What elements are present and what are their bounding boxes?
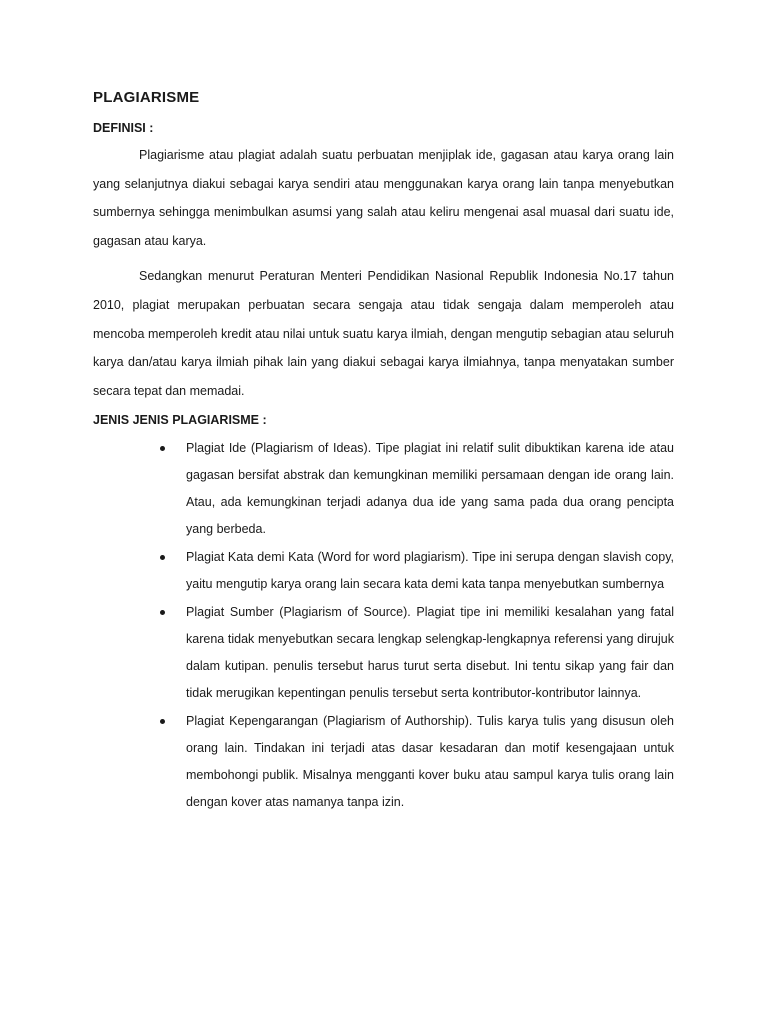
bullet-icon xyxy=(160,555,165,560)
bullet-icon xyxy=(160,610,165,615)
list-item-text: Plagiat Kepengarangan (Plagiarism of Authorship). Tulis karya tulis yang disusun oleh orang lain. Tindakan ini terjadi atas dasar kesadaran dan motif kesengajaan untuk membohongi publik. Misalnya mengganti kover buku atau sampul karya tulis orang lain dengan kover atas namanya tanpa izin. xyxy=(186,714,674,810)
document-body xyxy=(93,86,674,817)
definition-heading: DEFINISI : xyxy=(93,121,154,135)
list-item-text: Plagiat Ide (Plagiarism of Ideas). Tipe plagiat ini relatif sulit dibuktikan karena ide atau gagasan bersifat abstrak dan kemungkinan memiliki persamaan dengan ide orang lain. Atau, ada kemungkinan terjadi adanya dua ide yang sama pada dua orang pencipta yang berbeda. xyxy=(186,441,674,537)
bullet-icon xyxy=(160,446,165,451)
bullet-icon xyxy=(160,719,165,724)
page-title: PLAGIARISME xyxy=(93,89,200,106)
list-item xyxy=(186,544,674,598)
definition-paragraph: Plagiarisme atau plagiat adalah suatu perbuatan menjiplak ide, gagasan atau karya orang lain yang selanjutnya diakui sebagai karya sendiri atau menggunakan karya orang lain tanpa menyebutkan sumbernya sehingga menimbulkan asumsi yang salah atau keliru mengenai asal muasal dari suatu ide, gagasan atau karya. xyxy=(93,148,674,248)
regulation-paragraph: Sedangkan menurut Peraturan Menteri Pendidikan Nasional Republik Indonesia No.17 tahun 2010, plagiat merupakan perbuatan secara sengaja atau tidak sengaja dalam memperoleh atau mencoba memperoleh kredit atau nilai untuk suatu karya ilmiah, dengan mengutip sebagian atau seluruh karya dan/atau karya ilmiah pihak lain yang diakui sebagai karya ilmiahnya, tanpa menyatakan sumber secara tepat dan memadai. xyxy=(93,269,674,398)
list-item-text: Plagiat Sumber (Plagiarism of Source). Plagiat tipe ini memiliki kesalahan yang fatal karena tidak menyebutkan secara lengkap selengkap-lengkapnya referensi yang dirujuk dalam kutipan. penulis tersebut harus turut serta disebut. Ini tentu sikap yang fair dan tidak merugikan kepentingan penulis tersebut serta kontributor-kontributor lainnya. xyxy=(186,605,674,701)
list-item xyxy=(186,599,674,707)
list-item xyxy=(186,435,674,543)
types-list xyxy=(93,435,674,816)
list-item xyxy=(186,708,674,816)
list-item-text: Plagiat Kata demi Kata (Word for word plagiarism). Tipe ini serupa dengan slavish copy, yaitu mengutip karya orang lain secara kata demi kata tanpa menyebutkan sumbernya xyxy=(186,550,674,592)
types-heading: JENIS JENIS PLAGIARISME : xyxy=(93,413,267,428)
